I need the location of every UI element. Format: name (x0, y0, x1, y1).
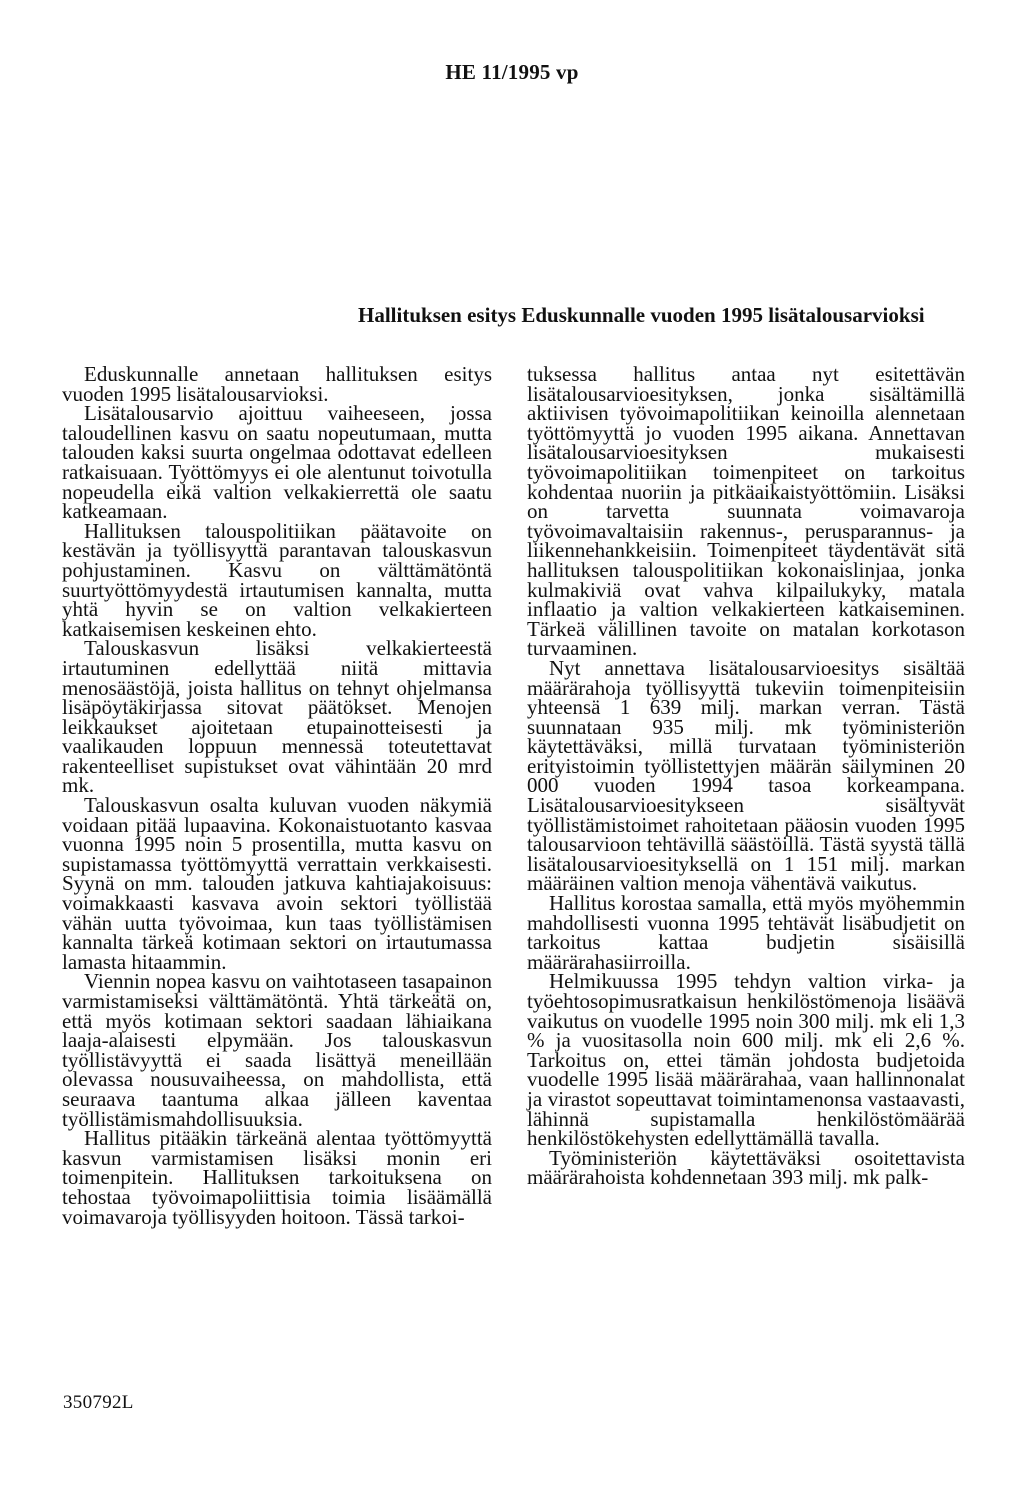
document-title: Hallituksen esitys Eduskunnalle vuoden 1995 lisätalousarvioksi (358, 303, 925, 327)
left-column (62, 362, 492, 1229)
paragraph: tuksessa hallitus antaa nyt esitettävän lisätalousarvioesityksen, jonka sisältämillä aktiivisen työvoimapolitiikan keinoilla alennetaan työttömyyttä jo vuoden 1995 aikana. Annettavan lisätalousarvioesityksen mukaisesti työvoimapolitiikan toimenpiteet on tarkoitus kohdentaa nuoriin ja pitkäaikaistyöttömiin. Lisäksi on tarvetta suunnata voimavaroja työvoimavaltaisiin rakennus-, perusparannus- ja liikennehankkeisiin. Toimenpiteet täydentävät sitä hallituksen talouspolitiikan kokonaislinjaa, jonka kulmakiviä ovat vahva kilpailukyky, matala inflaatio ja valtion velkakierteen katkaiseminen. Tärkeä välillinen tavoite on matalan korkotason turvaaminen. (527, 362, 965, 661)
print-code: 350792L (63, 1392, 134, 1413)
paragraph: Eduskunnalle annetaan hallituksen esitys vuoden 1995 lisätalousarvioksi. (62, 362, 492, 406)
paragraph: Viennin nopea kasvu on vaihtotaseen tasapainon varmistamiseksi välttämätöntä. Yhtä tärkeätä on, että myös kotimaan sektori saadaan lähiaikana laaja-alaisesti elpymään. Jos talouskasvun työllistävyyttä ei saada lisättyä meneillään olevassa nousuvaiheessa, on mahdollista, että seuraava taantuma alkaa jälleen kaventaa työllistämismahdollisuuksia. (62, 969, 492, 1131)
paragraph: Hallituksen talouspolitiikan päätavoite on kestävän ja työllisyyttä parantavan talouskasvun pohjustaminen. Kasvu on välttämätöntä suurtyöttömyydestä irtautumisen kannalta, mutta yhtä hyvin se on valtion velkakierteen katkaisemisen keskeinen ehto. (62, 518, 492, 641)
paragraph: Työministeriön käytettäväksi osoitettavista määrärahoista kohdennetaan 393 milj. mk palk- (527, 1145, 965, 1190)
paragraph: Helmikuussa 1995 tehdyn valtion virka- ja työehtosopimusratkaisun henkilöstömenoja lisäävä vaikutus on vuodelle 1995 noin 300 milj. mk eli 1,3 % ja vuositasolla noin 600 milj. mk eli 2,6 %. Tarkoitus on, ettei tämän johdosta budjetoida vuodelle 1995 lisää määrärahaa, vaan hallinnonalat ja virastot sopeuttavat toimintamenonsa vastaavasti, lähinnä supistamalla henkilöstömäärää henkilöstökehysten edellyttämällä tavalla. (527, 969, 965, 1151)
right-column (527, 362, 965, 1190)
paragraph: Talouskasvun lisäksi velkakierteestä irtautuminen edellyttää niitä mittavia menosäästöjä, joista hallitus on tehnyt ohjelmansa lisäpöytäkirjassa sitovat päätökset. Menojen leikkaukset ajoitetaan etupainotteisesti ja vaalikauden loppuun mennessä toteutettavat rakenteelliset supistukset ovat vähintään 20 mrd mk. (62, 636, 492, 798)
paragraph: Nyt annettava lisätalousarvioesitys sisältää määrärahoja työllisyyttä tukeviin toimenpiteisiin yhteensä 1 639 milj. markan verran. Tästä suunnataan 935 milj. mk työministeriön käytettäväksi, millä turvataan työministeriön erityistoimin työllistettyjen määrän säilyminen 20 000 vuoden 1994 tasoa korkeampana. Lisätalousarvioesitykseen sisältyvät työllistämistoimet rahoitetaan pääosin vuoden 1995 talousarvioon tehtävillä säästöillä. Tästä syystä tällä lisätalousarvioesityksellä on 1 151 milj. markan määräinen valtion menoja vähentävä vaikutus. (527, 655, 965, 896)
paragraph: Lisätalousarvio ajoittuu vaiheeseen, jossa taloudellinen kasvu on saatu nopeutumaan, mutta talouden kaksi suurta ongelmaa odottavat edelleen ratkaisuaan. Työttömyys ei ole alentunut toivotulla nopeudella eikä valtion velkakierrettä ole saatu katkeamaan. (62, 401, 492, 524)
paragraph: Hallitus korostaa samalla, että myös myöhemmin mahdollisesti vuonna 1995 tehtävät lisäbudjetit on tarkoitus kattaa budjetin sisäisillä määrärahasiirroilla. (527, 891, 965, 974)
paragraph: Hallitus pitääkin tärkeänä alentaa työttömyyttä kasvun varmistamisen lisäksi monin eri toimenpitein. Hallituksen tarkoituksena on tehostaa työvoimapoliittisia toimia lisäämällä voimavaroja työllisyyden hoitoon. Tässä tarkoi- (62, 1126, 492, 1229)
document-reference: HE 11/1995 vp (445, 60, 579, 84)
paragraph: Talouskasvun osalta kuluvan vuoden näkymiä voidaan pitää lupaavina. Kokonaistuotanto kasvaa vuonna 1995 noin 5 prosentilla, mutta kasvu on supistamassa työttömyyttä verrattain verkkaisesti. Syynä on mm. talouden jatkuva kahtiajakoisuus: voimakkaasti kasvava avoin sektori työllistää vähän uutta työvoimaa, kun taas työllistämisen kannalta tärkeä kotimaan sektori on irtautumassa lamasta hitaammin. (62, 793, 492, 974)
